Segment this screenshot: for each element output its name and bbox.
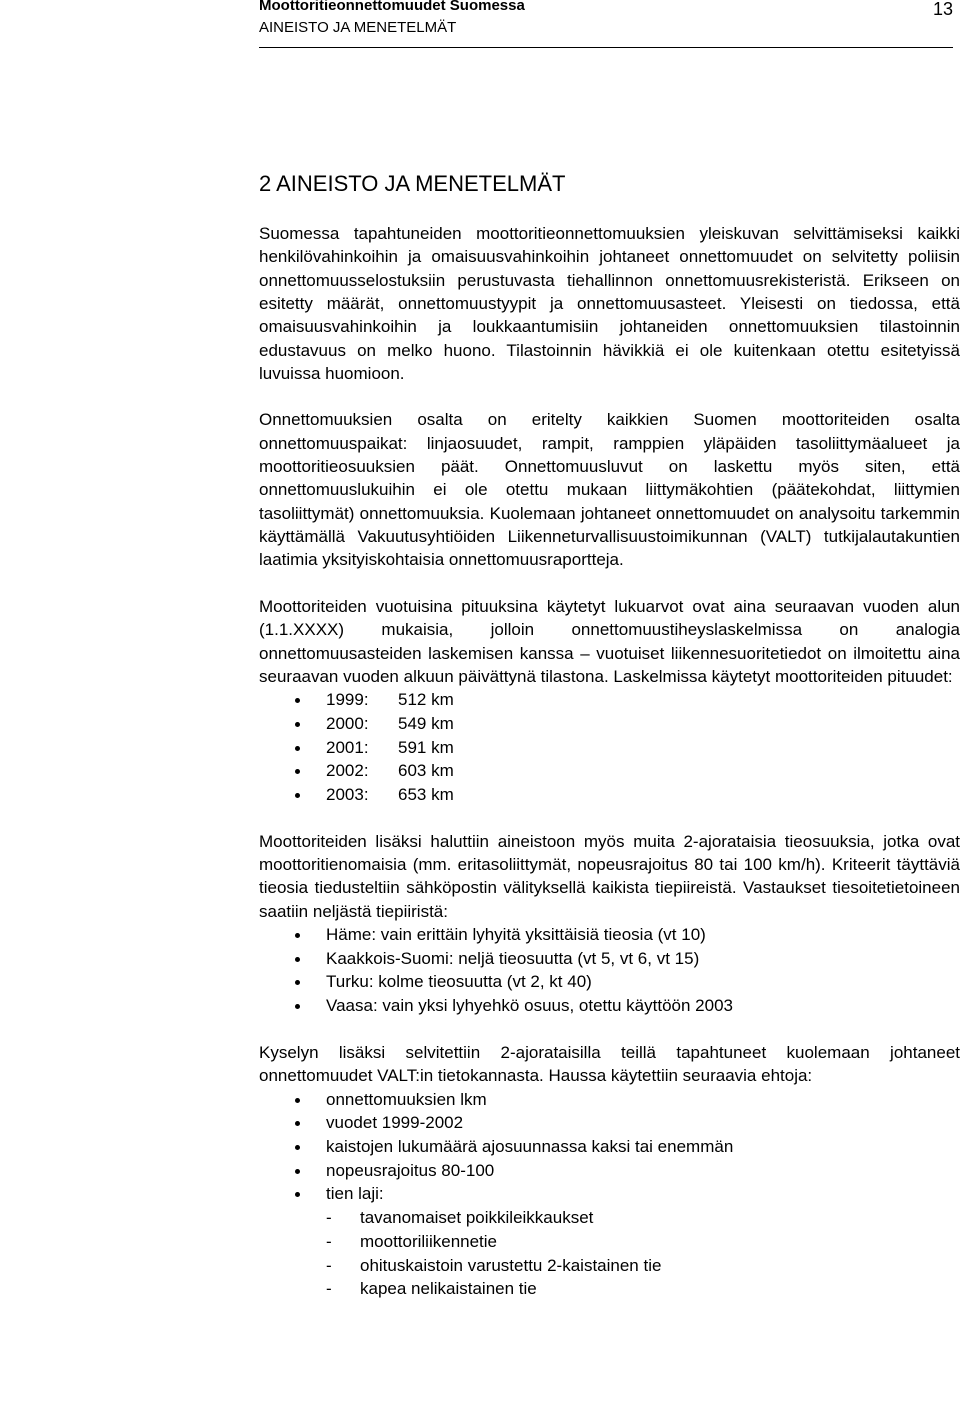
page-body <box>259 170 960 1301</box>
list-item: - moottoriliikennetie <box>259 1230 960 1254</box>
paragraph-4: Moottoriteiden lisäksi haluttiin aineistoon myös muita 2-ajorataisia tieosuuksia, jotka ovat moottoritienomaisia (mm. eritasoliittymät, nopeusrajoitus 80 tai 100 km/h). Kriteerit täyttäviä tieosia tiedusteltiin sähköpostin välityksellä kaikista tiepiireistä. Vastaukset tiesoitetietoineen saatiin neljästä tiepiiristä: <box>259 831 960 921</box>
paragraph-2: Onnettomuuksien osalta on eritelty kaikkien Suomen moottoriteiden osalta onnettomuuspaikat: linjaosuudet, rampit, ramppien yläpäiden tasoliittymäalueet ja moottoritieosuuksien päät. Onnettomuusluvut on laskettu myös siten, että onnettomuuslukuihin ei ole otettu mukaan liittymäkohtien (päätekohdat, liittymien tasoliittymät) onnettomuuksia. Kuolemaan johtaneet onnettomuudet on analysoitu tarkemmin käyttämällä Vakuutusyhtiöiden Liikenneturvallisuustoimikunnan (VALT) tutkijalautakuntien laatimia yksityiskohtaisia onnettomuusraportteja. <box>259 410 960 570</box>
list-item: 1999: 512 km <box>259 688 960 712</box>
header-title: Moottoritieonnettomuudet Suomessa <box>259 0 525 14</box>
search-criteria-list <box>259 1088 960 1207</box>
road-districts-list <box>259 923 960 1018</box>
list-item: kaistojen lukumäärä ajosuunnassa kaksi tai enemmän <box>259 1135 960 1159</box>
paragraph-5: Kyselyn lisäksi selvitettiin 2-ajorataisilla teillä tapahtuneet kuolemaan johtaneet onnettomuudet VALT:in tietokannasta. Haussa käytettiin seuraavia ehtoja: <box>259 1042 960 1086</box>
list-item: onnettomuuksien lkm <box>259 1088 960 1112</box>
list-item: - ohituskaistoin varustettu 2-kaistainen tie <box>259 1254 960 1278</box>
section-heading: 2 AINEISTO JA MENETELMÄT <box>259 171 566 196</box>
list-item: Turku: kolme tieosuutta (vt 2, kt 40) <box>259 970 960 994</box>
list-item: nopeusrajoitus 80-100 <box>259 1159 960 1183</box>
list-item: - kapea nelikaistainen tie <box>259 1277 960 1301</box>
list-item: 2001: 591 km <box>259 736 960 760</box>
list-item: tien laji: <box>259 1182 960 1206</box>
list-item: 2002: 603 km <box>259 759 960 783</box>
page-number: 13 <box>932 0 953 19</box>
header-subtitle: AINEISTO JA MENETELMÄT <box>259 19 457 36</box>
list-item: - tavanomaiset poikkileikkaukset <box>259 1206 960 1230</box>
list-item: Kaakkois-Suomi: neljä tieosuutta (vt 5, vt 6, vt 15) <box>259 947 960 971</box>
list-item: vuodet 1999-2002 <box>259 1111 960 1135</box>
paragraph-3: Moottoriteiden vuotuisina pituuksina käytetyt lukuarvot ovat aina seuraavan vuoden alun (1.1.XXXX) mukaisia, jolloin onnettomuustiheyslaskelmissa on analogia onnettomuusasteiden laskemisen kanssa – vuotuiset liikennesuoritetiedot on ilmoitettu aina seuraavan vuoden alkuun päivättynä tilastona. Laskelmissa käytetyt moottoriteiden pituudet: <box>259 596 960 686</box>
motorway-lengths-list <box>259 688 960 807</box>
road-types-list <box>259 1206 960 1301</box>
list-item: Häme: vain erittäin lyhyitä yksittäisiä tieosia (vt 10) <box>259 923 960 947</box>
list-item: 2000: 549 km <box>259 712 960 736</box>
list-item: Vaasa: vain yksi lyhyehkö osuus, otettu käyttöön 2003 <box>259 994 960 1018</box>
header-divider <box>259 47 953 48</box>
paragraph-1: Suomessa tapahtuneiden moottoritieonnettomuuksien yleiskuvan selvittämiseksi kaikki henkilövahinkoihin ja omaisuusvahinkoihin johtaneet onnettomuudet on selvitetty poliisin onnettomuusselostuksiin perustuvasta tiehallinnon onnettomuusrekisteristä. Erikseen on esitetty määrät, onnettomuustyypit ja onnettomuusasteet. Yleisesti on tiedossa, että omaisuusvahinkoihin ja loukkaantumisiin johtaneiden onnettomuuksien tilastoinnin edustavuus on melko huono. Tilastoinnin hävikkiä ei ole kuitenkaan otettu esitetyissä luvuissa huomioon. <box>259 224 960 384</box>
page-header <box>259 0 953 48</box>
list-item: 2003: 653 km <box>259 783 960 807</box>
